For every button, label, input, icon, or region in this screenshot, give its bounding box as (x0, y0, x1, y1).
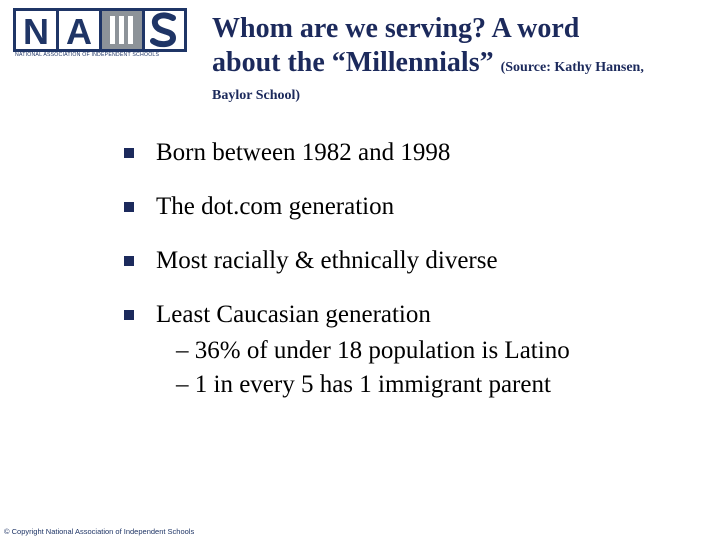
bullet-text: The dot.com generation (156, 193, 395, 220)
logo-caption: NATIONAL ASSOCIATION OF INDEPENDENT SCHOOLS (15, 52, 160, 58)
bullet-item (124, 300, 704, 402)
square-bullet-icon (124, 202, 134, 212)
square-bullet-icon (124, 256, 134, 266)
bullet-text: Born between 1982 and 1998 (156, 139, 451, 166)
bullet-item (124, 246, 704, 276)
slide-title (212, 12, 712, 105)
sub-bullet-item: – 36% of under 18 population is Latino (176, 337, 570, 364)
nais-logo (13, 8, 187, 60)
svg-text:N: N (23, 11, 49, 52)
title-source: (Source: Kathy Hansen, (500, 60, 644, 75)
title-line-2-text: about the “Millennials” (212, 47, 494, 78)
title-line-1: Whom are we serving? A word (212, 13, 580, 44)
square-bullet-icon (124, 310, 134, 320)
copyright-footer: © Copyright National Association of Independent Schools (4, 527, 195, 536)
svg-text:A: A (66, 11, 92, 52)
bullet-list (124, 138, 704, 426)
sub-bullet-list (156, 334, 704, 402)
bullet-text: Least Caucasian generation (156, 301, 431, 328)
sub-bullet-item: – 1 in every 5 has 1 immigrant parent (176, 371, 551, 398)
title-line-2 (212, 46, 712, 85)
title-source-continued: Baylor School) (212, 88, 301, 103)
square-bullet-icon (124, 148, 134, 158)
bullet-text: Most racially & ethnically diverse (156, 247, 498, 274)
bullet-item (124, 138, 704, 168)
bullet-item (124, 192, 704, 222)
nais-logo-mark (13, 8, 187, 52)
